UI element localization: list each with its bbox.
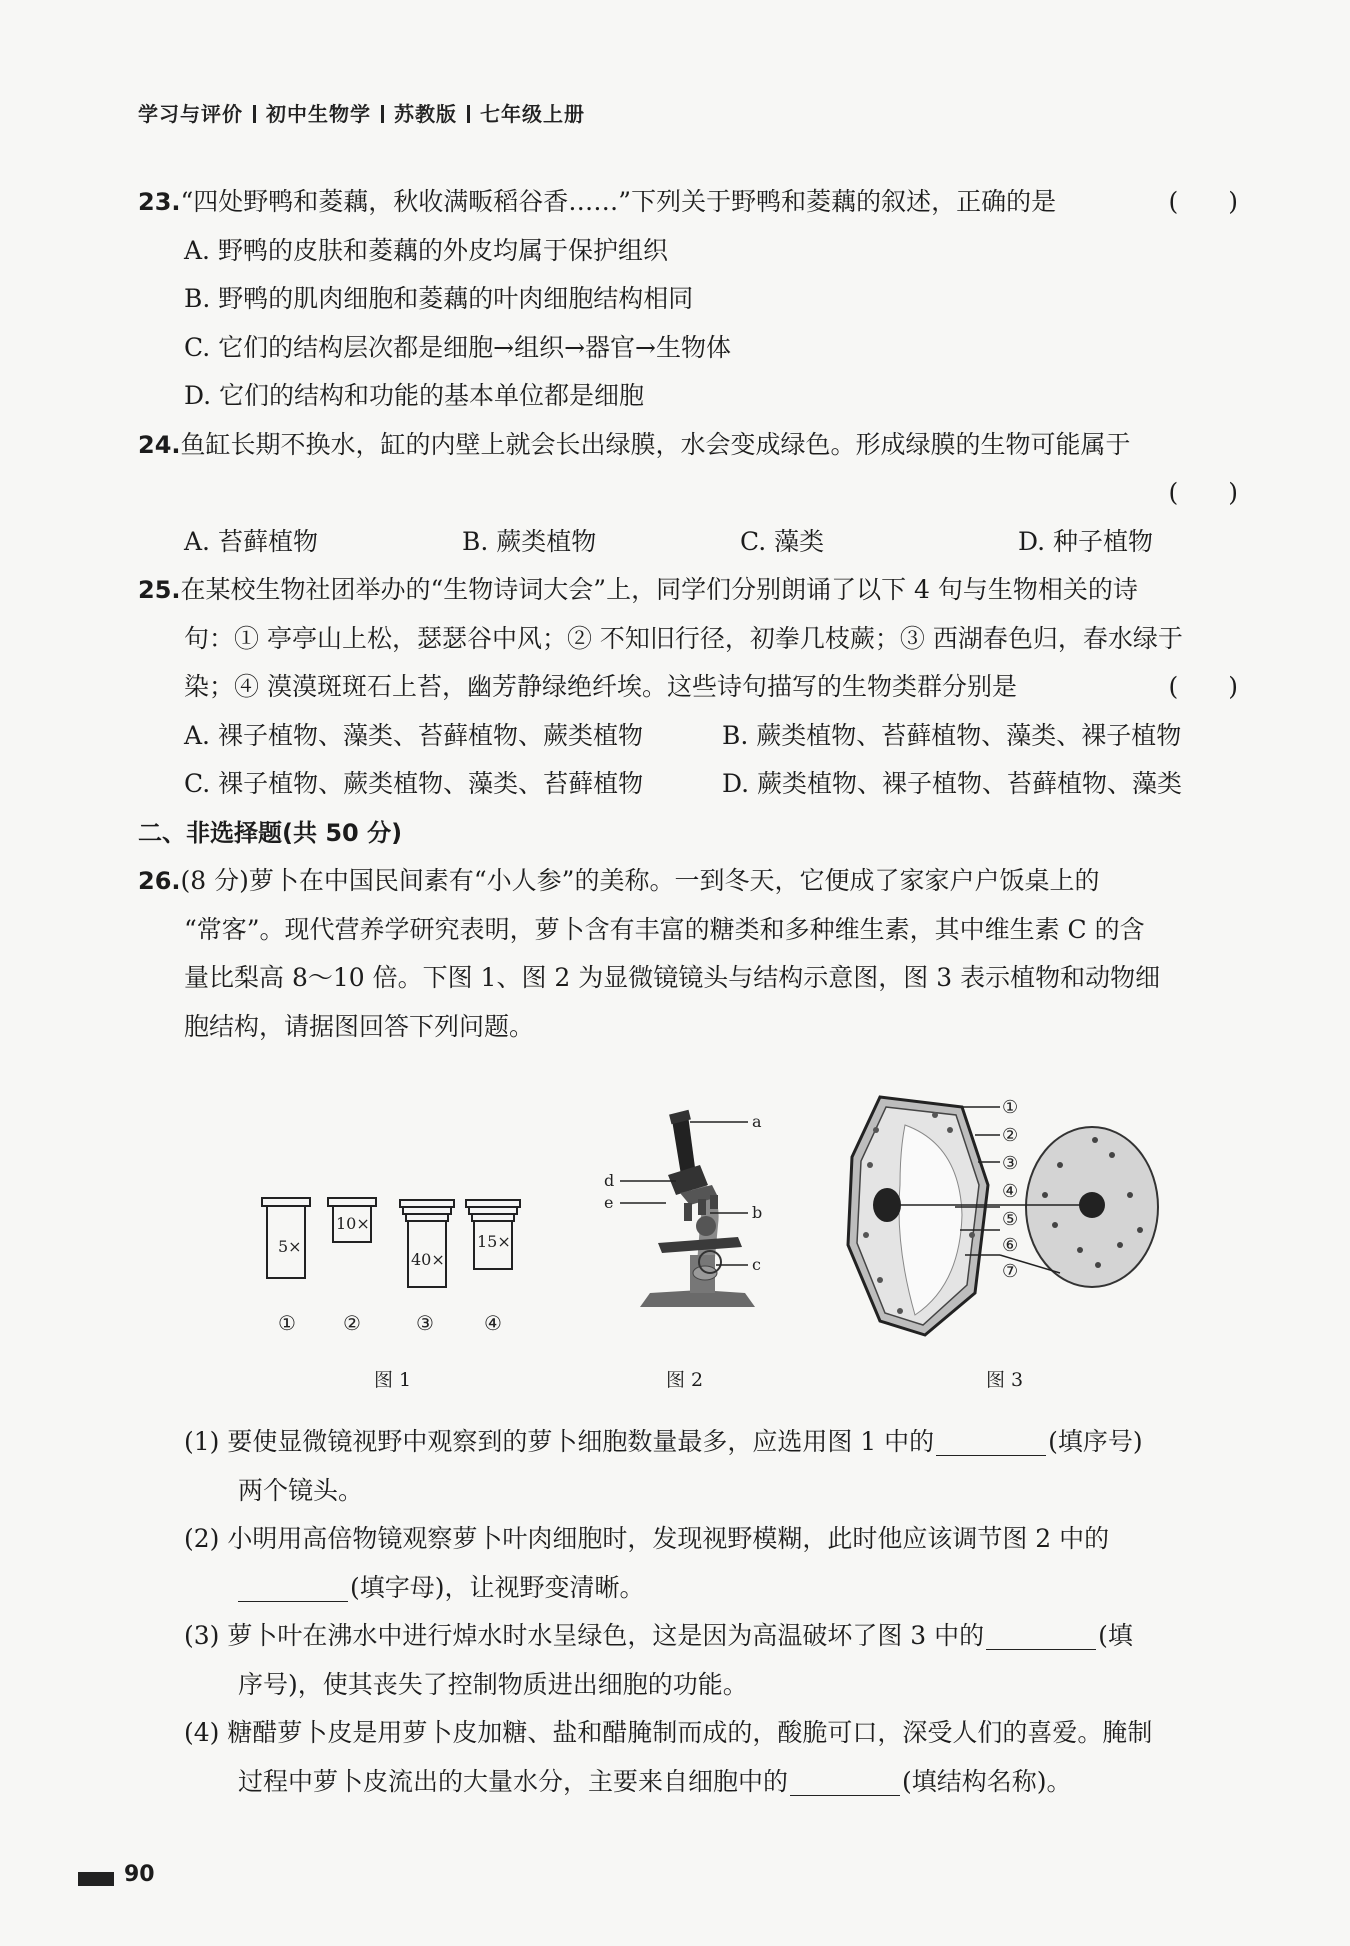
option: D. 种子植物: [1018, 526, 1154, 556]
lens-3-mag: 40×: [411, 1250, 445, 1269]
question-text: 句：① 亭亭山上松，瑟瑟谷中风；② 不知旧行径，初拳几枝蕨；③ 西湖春色归，春水绿于: [184, 623, 1183, 653]
lens-2-mag: 10×: [336, 1214, 370, 1233]
figures: [0, 1085, 1350, 1391]
question-25-last-line: [138, 663, 1238, 712]
lens-4-number: ④: [484, 1311, 502, 1335]
header-part: 苏教版: [394, 102, 457, 126]
lens-2-number: ②: [343, 1311, 361, 1335]
option: C. 它们的结构层次都是细胞→组织→器官→生物体: [184, 332, 731, 362]
sub-question-text: (填字母)，让视野变清晰。: [350, 1572, 645, 1602]
microscope-label-e: e: [604, 1193, 614, 1212]
header-separator: [253, 105, 256, 123]
sub-question-text: (填序号): [1048, 1427, 1143, 1456]
cell-label-7: ⑦: [1002, 1261, 1019, 1282]
cell-label-1: ①: [1002, 1097, 1019, 1118]
question-number: 25.: [138, 576, 181, 604]
header-part: 学习与评价: [138, 102, 243, 126]
microscope-label-b: b: [752, 1203, 763, 1222]
question-text: 在某校生物社团举办的“生物诗词大会”上，同学们分别朗诵了以下 4 句与生物相关的诗: [180, 575, 1138, 604]
answer-paren: ( ): [1168, 187, 1238, 216]
option: B. 蕨类植物、苔藓植物、藻类、裸子植物: [722, 720, 1182, 750]
question-text: 染；④ 漠漠斑斑石上苔，幽芳静绿绝纤埃。这些诗句描写的生物类群分别是: [184, 672, 1017, 701]
option: B. 蕨类植物: [462, 526, 597, 556]
option: D. 它们的结构和功能的基本单位都是细胞: [184, 381, 645, 410]
lens-3: [400, 1200, 454, 1287]
option: A. 裸子植物、藻类、苔藓植物、蕨类植物: [184, 720, 643, 750]
option: C. 藻类: [740, 526, 825, 556]
answer-paren: ( ): [1168, 478, 1238, 507]
answer-blank[interactable]: [790, 1769, 900, 1796]
cell-label-4: ④: [1002, 1181, 1019, 1202]
question-number: 23.: [138, 188, 181, 216]
page-header: [138, 98, 585, 127]
answer-blank[interactable]: [238, 1575, 348, 1602]
lens-1-number: ①: [278, 1311, 296, 1335]
question-text: 量比梨高 8～10 倍。下图 1、图 2 为显微镜镜头与结构示意图，图 3 表示植物和动物细: [184, 963, 1161, 992]
question-text: 胞结构，请据图回答下列问题。: [184, 1011, 535, 1041]
microscope-label-c: c: [752, 1255, 761, 1274]
figure-3-cells: [848, 1097, 1158, 1335]
sub-question-4-cont: [138, 1758, 1238, 1807]
sub-question-text: 过程中萝卜皮流出的大量水分，主要来自细胞中的: [238, 1766, 789, 1796]
option: A. 苔藓植物: [184, 526, 318, 556]
sub-question-text: 两个镜头。: [238, 1475, 364, 1505]
question-text: 鱼缸长期不换水，缸的内壁上就会长出绿膜，水会变成绿色。形成绿膜的生物可能属于: [180, 429, 1131, 459]
question-text: “常客”。现代营养学研究表明，萝卜含有丰富的糖类和多种维生素，其中维生素 C 的含: [184, 914, 1145, 944]
header-part: 初中生物学: [266, 102, 371, 126]
sub-question-text: (填结构名称)。: [902, 1766, 1072, 1796]
option: D. 蕨类植物、裸子植物、苔藓植物、藻类: [722, 769, 1183, 798]
sub-question-4: (4) 糖醋萝卜皮是用萝卜皮加糖、盐和醋腌制而成的，酸脆可口，深受人们的喜爱。腌制: [184, 1718, 1153, 1747]
question-text: (8 分)萝卜在中国民间素有“小人参”的美称。一到冬天，它便成了家家户户饭桌上的: [180, 866, 1100, 895]
cell-label-3: ③: [1002, 1153, 1019, 1174]
option-row: [138, 760, 1238, 809]
section-title: 二、非选择题(共 50 分): [138, 818, 403, 847]
cell-label-6: ⑥: [1002, 1235, 1019, 1256]
header-part: 七年级上册: [480, 102, 585, 126]
answer-paren-line: [138, 469, 1238, 518]
figure-2-caption: 图 2: [666, 1369, 704, 1391]
sub-question-3: [138, 1612, 1238, 1661]
page-number: 90: [124, 1862, 155, 1887]
figure-3-caption: 图 3: [986, 1369, 1024, 1391]
cell-label-5: ⑤: [1002, 1209, 1019, 1230]
figure-2-microscope: [604, 1110, 762, 1307]
sub-question-text: (3) 萝卜叶在沸水中进行焯水时水呈绿色，这是因为高温破坏了图 3 中的: [184, 1621, 985, 1650]
sub-question-text: (填: [1098, 1621, 1133, 1650]
question-text: “四处野鸭和菱藕，秋收满畈稻谷香……”下列关于野鸭和菱藕的叙述，正确的是: [180, 187, 1057, 216]
question-24-stem: [138, 421, 1238, 470]
footer-bar: [78, 1872, 114, 1886]
option-row: [138, 712, 1238, 761]
answer-blank[interactable]: [936, 1429, 1046, 1456]
question-25-stem: [138, 566, 1238, 615]
lens-3-number: ③: [416, 1311, 434, 1335]
question-26-stem: [138, 857, 1238, 906]
sub-questions: [138, 1418, 1238, 1806]
sub-question-1: [138, 1418, 1238, 1467]
header-separator: [467, 105, 470, 123]
sub-question-text: (1) 要使显微镜视野中观察到的萝卜细胞数量最多，应选用图 1 中的: [184, 1427, 935, 1456]
lens-4-mag: 15×: [477, 1232, 511, 1251]
figures-svg: [0, 1085, 1350, 1385]
sub-question-2: (2) 小明用高倍物镜观察萝卜叶肉细胞时，发现视野模糊，此时他应该调节图 2 中的: [184, 1524, 1110, 1553]
figure-1-caption: 图 1: [374, 1369, 412, 1391]
cell-label-2: ②: [1002, 1125, 1019, 1146]
sub-question-2-cont: [138, 1564, 1238, 1613]
answer-paren: ( ): [1168, 672, 1238, 701]
sub-question-text: 序号)，使其丧失了控制物质进出细胞的功能。: [238, 1669, 748, 1699]
question-number: 26.: [138, 867, 181, 895]
option: A. 野鸭的皮肤和菱藕的外皮均属于保护组织: [184, 235, 668, 265]
question-number: 24.: [138, 430, 181, 459]
option: B. 野鸭的肌肉细胞和菱藕的叶肉细胞结构相同: [184, 284, 694, 313]
microscope-label-d: d: [604, 1171, 615, 1190]
question-23-stem: [138, 178, 1238, 227]
answer-blank[interactable]: [986, 1623, 1096, 1650]
lens-1-mag: 5×: [278, 1237, 302, 1256]
option-row: [138, 518, 1238, 567]
header-separator: [381, 105, 384, 123]
microscope-label-a: a: [752, 1112, 762, 1131]
option: C. 裸子植物、蕨类植物、藻类、苔藓植物: [184, 769, 644, 798]
